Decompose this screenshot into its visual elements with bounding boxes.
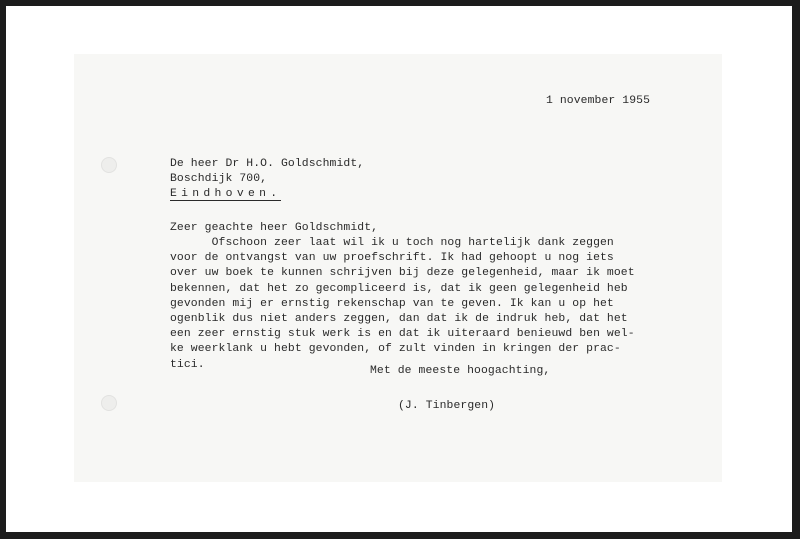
letter-body <box>170 236 635 373</box>
body-line: bekennen, dat het zo gecompliceerd is, dat ik geen gelegenheid heb <box>170 282 628 295</box>
body-line: ke weerklank u hebt gevonden, of zult vinden in kringen der prac- <box>170 343 621 356</box>
body-line: ogenblik dus niet anders zeggen, dan dat ik de indruk heb, dat het <box>170 313 628 326</box>
address-line-name: De heer Dr H.O. Goldschmidt, <box>170 158 365 170</box>
salutation: Zeer geachte heer Goldschmidt, <box>170 222 379 234</box>
body-line: voor de ontvangst van uw proefschrift. Ik had gehoopt u nog iets <box>170 252 614 265</box>
address-line-city: Eindhoven. <box>170 188 282 200</box>
punch-hole-top <box>101 157 117 173</box>
recipient-address <box>170 157 364 202</box>
address-line-street: Boschdijk 700, <box>170 173 268 185</box>
body-line: Ofschoon zeer laat wil ik u toch nog hartelijk dank zeggen <box>170 237 614 249</box>
signature: (J. Tinbergen) <box>398 400 496 412</box>
body-line: een zeer ernstig stuk werk is en dat ik uiteraard benieuwd ben wel- <box>170 328 635 341</box>
punch-hole-bottom <box>101 395 117 411</box>
letter-date: 1 november 1955 <box>546 95 651 107</box>
closing-phrase: Met de meeste hoogachting, <box>370 365 551 377</box>
body-line: over uw boek te kunnen schrijven bij deze gelegenheid, maar ik moet <box>170 267 635 280</box>
body-line: tici. <box>170 358 205 371</box>
body-line: gevonden mij er ernstig rekenschap van te geven. Ik kan u op het <box>170 297 614 310</box>
